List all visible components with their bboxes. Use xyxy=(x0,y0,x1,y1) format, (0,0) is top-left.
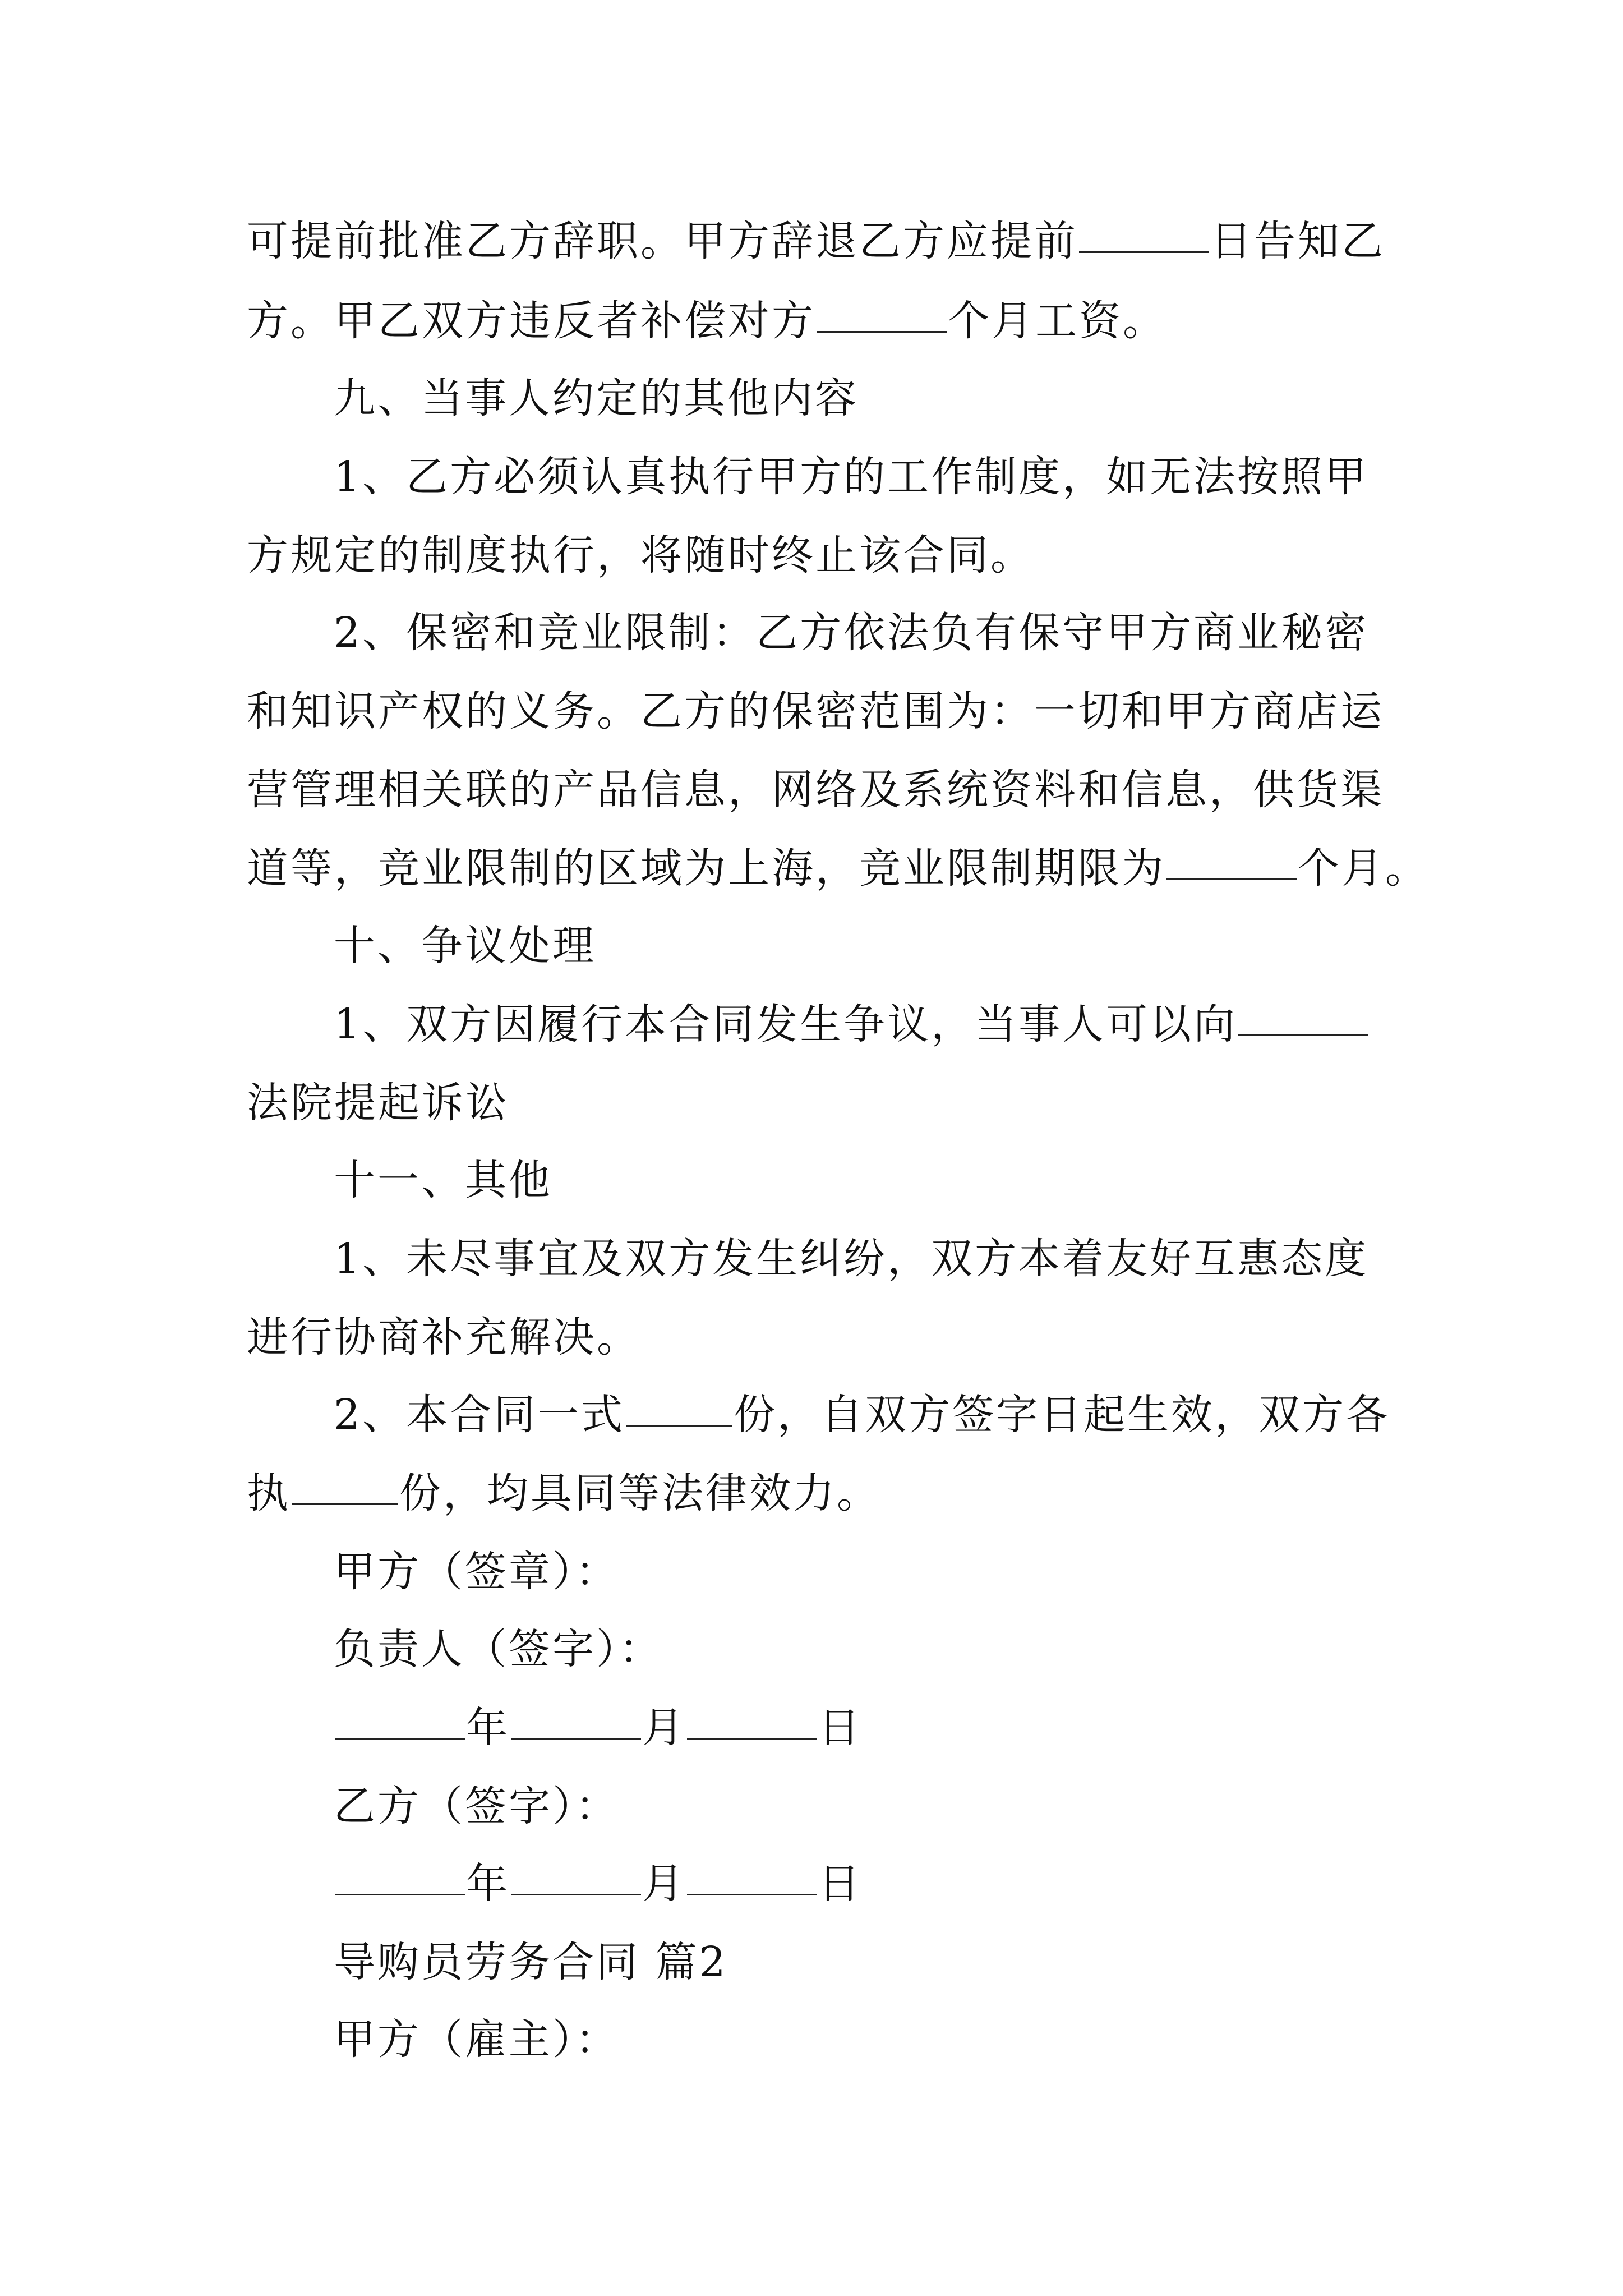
fill-blank xyxy=(626,1424,732,1427)
text: 份，均具同等法律效力。 xyxy=(399,1469,880,1517)
date-line xyxy=(334,1694,862,1761)
text: 年 xyxy=(466,1704,510,1752)
text: 月 xyxy=(642,1704,686,1752)
text: 个月工资。 xyxy=(948,297,1166,345)
heading-text: 十一、其他 xyxy=(334,1156,552,1204)
text-line xyxy=(334,599,1368,666)
text-line xyxy=(247,1304,640,1371)
fill-blank xyxy=(335,1893,465,1895)
signature-label xyxy=(334,1616,663,1683)
text: 执 xyxy=(247,1469,291,1517)
text-line xyxy=(334,443,1368,510)
text: 负责人（签字）： xyxy=(334,1625,663,1673)
text: 可提前批准乙方辞职。甲方辞退乙方应提前 xyxy=(247,217,1078,265)
text: 方规定的制度执行，将随时终止该合同。 xyxy=(247,531,1034,579)
fill-blank xyxy=(1238,1034,1368,1036)
signature-label xyxy=(334,1538,619,1605)
text: 1、乙方必须认真执行甲方的工作制度，如无法按照甲 xyxy=(334,453,1369,501)
fill-blank xyxy=(511,1893,641,1895)
date-line xyxy=(334,1850,862,1917)
text: 方。甲乙双方违反者补偿对方 xyxy=(247,297,815,345)
text-line xyxy=(247,756,1384,823)
fill-blank xyxy=(1079,251,1209,253)
text: 和知识产权的义务。乙方的保密范围为：一切和甲方商店运 xyxy=(247,687,1384,735)
text: 1、未尽事宜及双方发生纠纷，双方本着友好互惠态度 xyxy=(334,1235,1369,1283)
section-heading xyxy=(334,365,859,432)
text: 年 xyxy=(466,1860,510,1908)
text-line xyxy=(334,1381,1390,1448)
fill-blank xyxy=(335,1737,465,1740)
party-label xyxy=(334,2006,619,2073)
text: 1、双方因履行本合同发生争议，当事人可以向 xyxy=(334,1000,1238,1048)
text: 日 xyxy=(818,1860,862,1908)
text: 法院提起诉讼 xyxy=(247,1079,509,1127)
text: 甲方（签章）： xyxy=(334,1548,619,1596)
text-line xyxy=(247,287,1166,355)
signature-label xyxy=(334,1773,619,1840)
heading-text: 九、当事人约定的其他内容 xyxy=(334,374,859,422)
text: 甲方（雇主）： xyxy=(334,2016,619,2064)
heading-text: 十、争议处理 xyxy=(334,922,596,970)
text: 进行协商补充解决。 xyxy=(247,1313,640,1361)
text-line xyxy=(247,1460,880,1527)
text: 日告知乙 xyxy=(1210,217,1385,265)
text-line xyxy=(247,835,1429,902)
text: 导购员劳务合同 篇2 xyxy=(334,1938,728,1986)
text: 份，自双方签字日起生效，双方各 xyxy=(734,1391,1390,1439)
text: 营管理相关联的产品信息，网络及系统资料和信息，供货渠 xyxy=(247,766,1384,814)
text-line xyxy=(247,522,1034,589)
text: 日 xyxy=(818,1704,862,1752)
section-heading xyxy=(334,1147,552,1214)
text-line xyxy=(247,1069,509,1137)
section-heading xyxy=(334,912,596,979)
text: 乙方（签字）： xyxy=(334,1782,619,1830)
text-line xyxy=(334,1225,1368,1292)
text: 2、本合同一式 xyxy=(334,1391,625,1439)
document-title xyxy=(334,1929,728,1996)
fill-blank xyxy=(292,1503,398,1505)
text-line xyxy=(247,678,1384,745)
text: 道等，竞业限制的区域为上海，竞业限制期限为 xyxy=(247,844,1165,892)
text: 个月。 xyxy=(1298,844,1429,892)
text: 月 xyxy=(642,1860,686,1908)
fill-blank xyxy=(817,330,947,333)
fill-blank xyxy=(1166,878,1297,880)
fill-blank xyxy=(511,1737,641,1740)
text-line xyxy=(334,991,1370,1058)
text-line xyxy=(247,208,1385,275)
fill-blank xyxy=(687,1893,817,1895)
fill-blank xyxy=(687,1737,817,1740)
text: 2、保密和竞业限制：乙方依法负有保守甲方商业秘密 xyxy=(334,609,1369,657)
